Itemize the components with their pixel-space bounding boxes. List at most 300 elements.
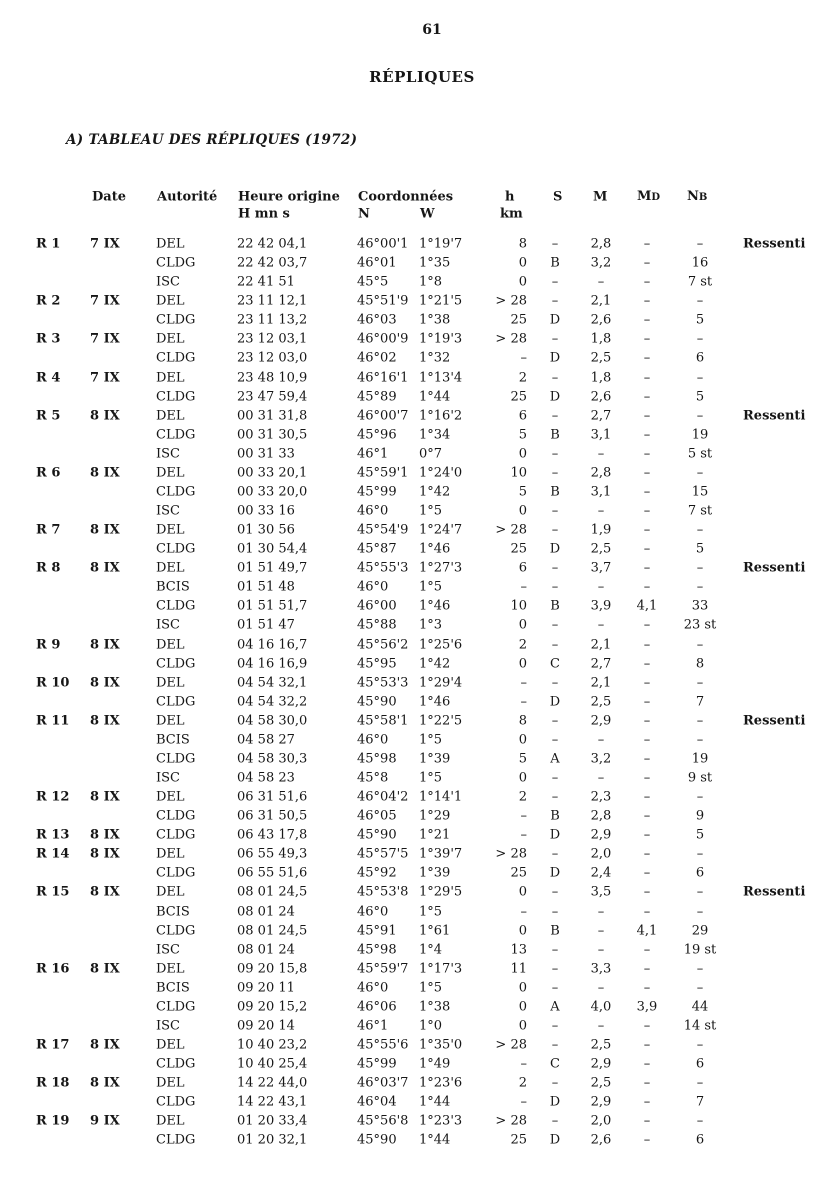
row-s: – (551, 942, 559, 958)
row-nb: – (696, 884, 704, 900)
row-lat: 46°05 (357, 808, 397, 824)
row-lat: 46°1 (357, 1018, 389, 1034)
row-lon: 1°0 (419, 1018, 443, 1034)
row-remark: Ressenti (743, 560, 806, 576)
row-s: B (550, 923, 560, 938)
row-lon: 1°27'3 (419, 560, 463, 576)
row-depth: – (520, 808, 527, 824)
row-lat: 46°00 (357, 598, 397, 614)
row-lat: 45°54'9 (357, 522, 409, 538)
row-m: 1,8 (590, 331, 612, 347)
row-depth: > 28 (495, 522, 527, 538)
row-depth: 0 (518, 732, 527, 748)
row-nb: 29 (691, 923, 709, 938)
row-s: D (549, 541, 561, 557)
row-lat: 45°57'5 (357, 846, 409, 862)
row-md: – (643, 1113, 651, 1129)
row-heure: 04 58 27 (237, 732, 295, 748)
row-md: 4,1 (636, 923, 658, 938)
row-md: 4,1 (636, 598, 658, 614)
row-md: – (643, 255, 651, 271)
row-autorite: DEL (156, 846, 185, 862)
row-autorite: DEL (156, 560, 185, 576)
row-s: D (549, 350, 561, 366)
row-m: – (597, 980, 605, 996)
row-md: – (643, 827, 651, 843)
row-lat: 46°00'9 (357, 331, 409, 347)
row-m: 2,6 (590, 389, 612, 405)
row-m: – (597, 770, 605, 786)
row-lon: 1°24'0 (419, 465, 463, 481)
row-nb: – (696, 789, 704, 805)
table-subtitle: A) TABLEAU DES RÉPLIQUES (1972) (66, 132, 358, 148)
row-lon: 1°5 (419, 732, 443, 748)
row-md: – (643, 446, 651, 462)
row-nb: – (696, 904, 704, 919)
header-w: W (420, 206, 435, 222)
row-depth: > 28 (495, 1113, 527, 1129)
row-lat: 45°88 (357, 617, 397, 633)
row-m: 1,8 (590, 370, 612, 385)
row-s: – (551, 274, 559, 290)
row-date: 8 IX (90, 884, 120, 900)
row-heure: 22 41 51 (237, 274, 295, 290)
row-nb: 7 st (687, 274, 713, 290)
row-depth: 25 (510, 865, 527, 881)
row-lon: 1°44 (419, 1094, 451, 1110)
row-s: A (550, 751, 560, 767)
header-md-sub: D (651, 192, 661, 203)
row-lat: 45°99 (357, 1056, 397, 1072)
row-md: – (643, 370, 651, 385)
row-md: – (643, 293, 651, 309)
row-heure: 01 51 51,7 (237, 598, 308, 614)
replica-ref: R 13 (36, 827, 70, 843)
row-m: 2,8 (590, 465, 612, 481)
row-lat: 45°90 (357, 827, 397, 843)
row-autorite: ISC (156, 617, 180, 633)
row-nb: 5 (695, 389, 705, 405)
replica-ref: R 5 (36, 408, 61, 424)
header-n: N (358, 206, 370, 222)
row-md: – (643, 522, 651, 538)
row-s: – (551, 637, 559, 652)
row-autorite: CLDG (156, 656, 196, 671)
row-heure: 01 30 54,4 (237, 541, 308, 557)
page-number: 61 (422, 22, 442, 38)
row-depth: – (520, 904, 527, 919)
row-lon: 1°29 (419, 808, 451, 824)
row-s: – (551, 617, 559, 633)
row-lon: 1°3 (419, 617, 443, 633)
row-md: – (643, 389, 651, 405)
row-s: – (551, 789, 559, 805)
row-heure: 04 58 23 (237, 770, 295, 786)
replica-ref: R 11 (36, 713, 70, 729)
row-lon: 1°35'0 (419, 1037, 463, 1053)
row-nb: 9 (695, 808, 705, 824)
row-date: 8 IX (90, 637, 120, 652)
header-date: Date (92, 189, 126, 205)
header-nb-main: N (687, 189, 699, 204)
row-lon: 1°5 (419, 579, 443, 595)
row-nb: 5 (695, 541, 705, 557)
row-autorite: CLDG (156, 1056, 196, 1072)
row-depth: > 28 (495, 293, 527, 309)
row-heure: 00 33 20,0 (237, 484, 308, 500)
header-md-main: M (637, 189, 652, 204)
row-lon: 1°13'4 (419, 370, 463, 385)
row-heure: 04 16 16,9 (237, 656, 308, 671)
row-m: 2,1 (590, 637, 612, 652)
row-autorite: CLDG (156, 827, 196, 843)
row-heure: 00 33 20,1 (237, 465, 308, 481)
row-lon: 1°39 (419, 865, 451, 881)
row-nb: 16 (691, 255, 709, 271)
row-lat: 45°96 (357, 427, 397, 443)
row-autorite: CLDG (156, 751, 196, 767)
row-m: – (597, 579, 605, 595)
row-depth: 10 (510, 598, 527, 614)
row-autorite: CLDG (156, 541, 196, 557)
row-heure: 04 58 30,3 (237, 751, 308, 767)
row-nb: 5 st (687, 446, 713, 462)
row-lon: 1°8 (419, 274, 443, 290)
row-lon: 1°14'1 (419, 789, 463, 805)
row-date: 8 IX (90, 846, 120, 862)
row-lon: 1°34 (419, 427, 451, 443)
row-depth: – (520, 350, 527, 366)
row-nb: 6 (695, 1132, 705, 1148)
row-autorite: CLDG (156, 427, 196, 443)
row-remark: Ressenti (743, 408, 806, 424)
row-autorite: DEL (156, 465, 185, 481)
row-nb: – (696, 980, 704, 996)
row-date: 8 IX (90, 1037, 120, 1053)
row-lon: 1°19'7 (419, 236, 463, 252)
row-s: – (551, 1018, 559, 1034)
row-lon: 1°46 (419, 541, 451, 557)
row-heure: 23 11 13,2 (237, 312, 308, 328)
header-nb (687, 189, 707, 205)
row-nb: – (696, 1075, 704, 1091)
row-m: 2,1 (590, 675, 612, 691)
replica-ref: R 9 (36, 637, 61, 652)
row-autorite: DEL (156, 675, 185, 691)
row-lat: 46°0 (357, 579, 389, 595)
row-lat: 46°16'1 (357, 370, 409, 385)
row-heure: 23 47 59,4 (237, 389, 308, 405)
row-depth: – (520, 1056, 527, 1072)
row-m: 3,9 (590, 598, 612, 614)
header-hms: H mn s (238, 206, 290, 222)
row-s: – (551, 1037, 559, 1053)
row-md: – (643, 1056, 651, 1072)
row-nb: – (696, 522, 704, 538)
row-nb: 19 (691, 751, 709, 767)
row-lat: 45°55'6 (357, 1037, 409, 1053)
row-s: D (549, 1132, 561, 1148)
row-heure: 22 42 03,7 (237, 255, 308, 271)
row-depth: 0 (518, 770, 527, 786)
row-heure: 08 01 24,5 (237, 923, 308, 938)
row-depth: 8 (518, 236, 527, 252)
row-lat: 46°0 (357, 904, 389, 919)
row-md: – (643, 942, 651, 958)
row-nb: 9 st (687, 770, 713, 786)
row-m: 2,9 (590, 1094, 612, 1110)
row-nb: 19 (691, 427, 709, 443)
row-s: B (550, 484, 560, 500)
row-autorite: ISC (156, 274, 180, 290)
row-autorite: DEL (156, 370, 185, 385)
replica-ref: R 8 (36, 560, 61, 576)
row-autorite: CLDG (156, 808, 196, 824)
row-autorite: DEL (156, 293, 185, 309)
row-md: – (643, 1094, 651, 1110)
row-heure: 14 22 43,1 (237, 1094, 308, 1110)
row-autorite: DEL (156, 1113, 185, 1129)
row-s: B (550, 808, 560, 824)
row-md: – (643, 808, 651, 824)
row-m: 3,2 (590, 255, 612, 271)
row-nb: – (696, 293, 704, 309)
row-lat: 45°95 (357, 656, 397, 671)
row-nb: – (696, 1113, 704, 1129)
row-lat: 46°02 (357, 350, 397, 366)
row-autorite: CLDG (156, 350, 196, 366)
row-s: – (551, 236, 559, 252)
replica-ref: R 2 (36, 293, 61, 309)
row-lat: 45°53'8 (357, 884, 409, 900)
row-heure: 01 51 49,7 (237, 560, 308, 576)
row-heure: 23 11 12,1 (237, 293, 308, 309)
row-m: – (597, 446, 605, 462)
row-nb: 44 (691, 999, 709, 1015)
row-s: – (551, 1075, 559, 1091)
row-heure: 06 55 51,6 (237, 865, 308, 881)
row-md: – (643, 789, 651, 805)
row-nb: 7 (695, 694, 705, 710)
row-heure: 01 20 32,1 (237, 1132, 308, 1148)
row-lat: 45°87 (357, 541, 397, 557)
row-depth: > 28 (495, 846, 527, 862)
row-date: 8 IX (90, 961, 120, 977)
row-lon: 1°23'3 (419, 1113, 463, 1129)
row-m: 2,6 (590, 312, 612, 328)
header-s: S (553, 189, 563, 205)
row-depth: 8 (518, 713, 527, 729)
row-depth: 5 (518, 427, 527, 443)
row-autorite: BCIS (156, 579, 190, 595)
row-depth: 10 (510, 465, 527, 481)
row-lon: 1°23'6 (419, 1075, 463, 1091)
row-lat: 46°03'7 (357, 1075, 409, 1091)
row-nb: 8 (695, 656, 705, 671)
row-md: – (643, 1018, 651, 1034)
row-md: – (643, 579, 651, 595)
row-lat: 45°92 (357, 865, 397, 881)
row-md: – (643, 846, 651, 862)
row-s: – (551, 884, 559, 900)
row-depth: 0 (518, 446, 527, 462)
row-heure: 04 54 32,2 (237, 694, 308, 710)
row-s: – (551, 713, 559, 729)
row-heure: 04 58 30,0 (237, 713, 308, 729)
row-depth: 6 (518, 560, 527, 576)
row-autorite: CLDG (156, 1132, 196, 1148)
replica-ref: R 3 (36, 331, 61, 347)
row-nb: 5 (695, 312, 705, 328)
row-md: – (643, 331, 651, 347)
row-depth: 2 (518, 637, 527, 652)
row-nb: 15 (691, 484, 709, 500)
row-depth: 0 (518, 884, 527, 900)
row-md: – (643, 274, 651, 290)
row-autorite: CLDG (156, 598, 196, 614)
replica-ref: R 14 (36, 846, 70, 862)
row-depth: 25 (510, 1132, 527, 1148)
row-md: – (643, 904, 651, 919)
row-autorite: CLDG (156, 694, 196, 710)
row-remark: Ressenti (743, 713, 806, 729)
row-heure: 04 54 32,1 (237, 675, 308, 691)
row-remark: Ressenti (743, 884, 806, 900)
row-md: – (643, 1132, 651, 1148)
row-nb: – (696, 370, 704, 385)
row-lon: 1°25'6 (419, 637, 463, 652)
row-m: 2,8 (590, 236, 612, 252)
row-s: C (550, 1056, 560, 1072)
row-date: 8 IX (90, 1075, 120, 1091)
row-depth: 11 (510, 961, 527, 977)
row-md: – (643, 961, 651, 977)
row-lon: 1°19'3 (419, 331, 463, 347)
replica-ref: R 10 (36, 675, 70, 691)
row-date: 8 IX (90, 827, 120, 843)
row-md: – (643, 865, 651, 881)
row-lat: 46°1 (357, 446, 389, 462)
row-depth: – (520, 694, 527, 710)
row-s: D (549, 827, 561, 843)
row-md: – (643, 770, 651, 786)
row-lat: 45°98 (357, 751, 397, 767)
row-lat: 46°00'1 (357, 236, 409, 252)
row-s: A (550, 999, 560, 1015)
header-h: h (505, 189, 515, 205)
row-nb: – (696, 713, 704, 729)
row-s: – (551, 770, 559, 786)
row-autorite: DEL (156, 789, 185, 805)
row-s: B (550, 598, 560, 614)
row-autorite: CLDG (156, 999, 196, 1015)
row-md: – (643, 541, 651, 557)
row-lat: 45°98 (357, 942, 397, 958)
row-heure: 06 55 49,3 (237, 846, 308, 862)
row-lon: 1°61 (419, 923, 451, 938)
row-nb: – (696, 1037, 704, 1053)
row-lat: 45°90 (357, 1132, 397, 1148)
row-depth: 25 (510, 389, 527, 405)
row-depth: 25 (510, 312, 527, 328)
row-autorite: DEL (156, 884, 185, 900)
row-date: 7 IX (90, 331, 120, 347)
row-depth: 2 (518, 370, 527, 385)
row-depth: – (520, 827, 527, 843)
row-lon: 1°49 (419, 1056, 451, 1072)
row-heure: 23 48 10,9 (237, 370, 308, 385)
row-lat: 45°99 (357, 484, 397, 500)
row-nb: – (696, 579, 704, 595)
row-md: – (643, 884, 651, 900)
row-lon: 1°29'5 (419, 884, 463, 900)
row-s: – (551, 446, 559, 462)
row-depth: 0 (518, 617, 527, 633)
row-heure: 09 20 11 (237, 980, 295, 996)
row-lon: 1°32 (419, 350, 451, 366)
row-s: – (551, 579, 559, 595)
row-m: 2,5 (590, 694, 612, 710)
row-md: – (643, 408, 651, 424)
row-nb: 14 st (683, 1018, 717, 1034)
row-lon: 1°39 (419, 751, 451, 767)
row-md: 3,9 (636, 999, 658, 1015)
row-heure: 23 12 03,0 (237, 350, 308, 366)
row-md: – (643, 312, 651, 328)
row-m: 4,0 (590, 999, 612, 1015)
row-lat: 45°56'8 (357, 1113, 409, 1129)
row-date: 8 IX (90, 713, 120, 729)
row-lon: 1°29'4 (419, 675, 463, 691)
row-s: C (550, 656, 560, 671)
row-depth: 0 (518, 503, 527, 519)
row-nb: 6 (695, 1056, 705, 1072)
row-m: 3,7 (590, 560, 612, 576)
row-s: B (550, 427, 560, 443)
row-date: 8 IX (90, 675, 120, 691)
row-autorite: ISC (156, 446, 180, 462)
row-heure: 23 12 03,1 (237, 331, 308, 347)
row-autorite: DEL (156, 408, 185, 424)
row-lon: 1°42 (419, 656, 451, 671)
row-depth: 0 (518, 999, 527, 1015)
row-lat: 45°8 (357, 770, 389, 786)
row-md: – (643, 1037, 651, 1053)
row-m: – (597, 503, 605, 519)
row-m: 2,1 (590, 293, 612, 309)
row-heure: 10 40 25,4 (237, 1056, 308, 1072)
row-md: – (643, 503, 651, 519)
row-lat: 46°0 (357, 503, 389, 519)
row-m: 2,5 (590, 350, 612, 366)
row-m: 2,7 (590, 408, 612, 424)
row-nb: 5 (695, 827, 705, 843)
row-heure: 09 20 15,2 (237, 999, 308, 1015)
row-lat: 45°90 (357, 694, 397, 710)
replica-ref: R 7 (36, 522, 61, 538)
row-m: 2,5 (590, 1037, 612, 1053)
row-lon: 1°4 (419, 942, 443, 958)
header-km: km (500, 206, 523, 222)
row-nb: 7 st (687, 503, 713, 519)
row-s: B (550, 255, 560, 271)
row-heure: 08 01 24 (237, 942, 295, 958)
row-lon: 1°5 (419, 980, 443, 996)
row-m: 2,5 (590, 541, 612, 557)
row-depth: 6 (518, 408, 527, 424)
row-nb: 6 (695, 865, 705, 881)
row-date: 8 IX (90, 522, 120, 538)
